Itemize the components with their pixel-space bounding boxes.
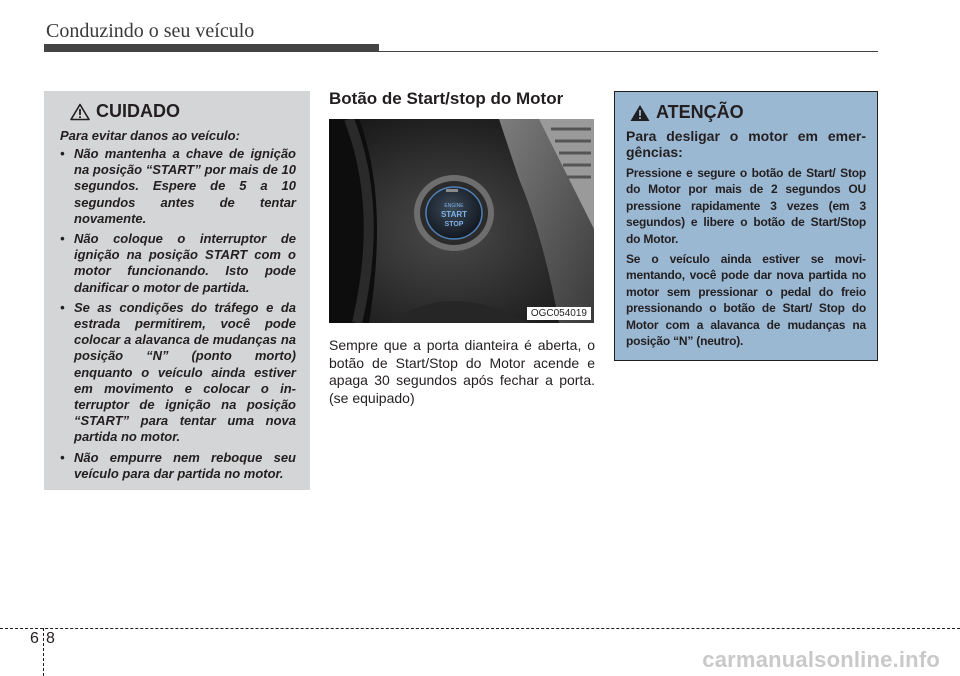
footer-divider xyxy=(43,628,44,676)
attention-paragraph: Pressione e segure o botão de Start/ Stop do Motor por mais de 2 segundos OU pressione rapidamente 3 vezes (em 3 segundos) e libere o botão de Start/Stop do Motor. xyxy=(626,166,866,246)
photo-code: OGC054019 xyxy=(527,307,591,320)
page-number: 8 xyxy=(46,630,55,647)
attention-box xyxy=(614,91,878,361)
attention-header xyxy=(626,102,866,123)
attention-lead: Para desligar o motor em emergências: xyxy=(626,128,866,160)
footer-rule xyxy=(0,628,960,629)
caution-item: • Se as condições do tráfego e da estrada permitirem, você pode colocar a alavanca de mudanças na posição “N” (ponto morto) enquanto o veículo ainda estiver em movimento e colocar o interruptor de ignição na posição “START” para tentar uma nova partida no motor. xyxy=(60,300,296,446)
attention-title: ATENÇÃO xyxy=(656,102,744,122)
chapter-title: Conduzindo o seu veículo xyxy=(46,20,255,42)
photo-label-engine: ENGINE xyxy=(444,203,464,209)
start-stop-button-photo xyxy=(329,119,594,323)
caution-item: • Não mantenha a chave de ignição na posição “START” por mais de 10 segundos. Espere de 5 a 10 segundos antes de tentar novamente. xyxy=(60,146,296,227)
attention-paragraph: Se o veículo ainda estiver se movimentando, você pode dar nova partida no motor sem pressionar o pedal do freio pressionando o botão de Start/ Stop do Motor com a alavanca de mudanças na posição “N” (neutro). xyxy=(626,252,866,349)
photo-label-start: START xyxy=(440,210,468,219)
page-chapter-number: 6 xyxy=(30,630,39,647)
header-rule-thick xyxy=(44,44,379,52)
section-body: Sempre que a porta dianteira é aberta, o botão de Start/Stop do Motor acende e apaga 30 segundos após fechar a porta. (se equipado) xyxy=(329,337,595,406)
warning-triangle-filled-icon xyxy=(630,104,650,122)
watermark: carmanualsonline.info xyxy=(702,647,940,672)
caution-box xyxy=(44,91,310,490)
caution-item: • Não coloque o interruptor de ignição na posição START com o motor funcionando. Isto pode danificar o motor de partida. xyxy=(60,231,296,296)
caution-item: • Não empurre nem reboque seu veículo para dar partida no motor. xyxy=(60,450,296,482)
header-rule-thin xyxy=(379,51,878,52)
caution-list xyxy=(60,146,296,482)
warning-triangle-outline-icon xyxy=(70,103,90,121)
section-title: Botão de Start/stop do Motor xyxy=(329,89,564,108)
caution-header xyxy=(60,101,296,122)
photo-label-stop: STOP xyxy=(444,221,464,228)
caution-title: CUIDADO xyxy=(96,101,180,121)
caution-intro: Para evitar danos ao veículo: xyxy=(60,128,240,143)
